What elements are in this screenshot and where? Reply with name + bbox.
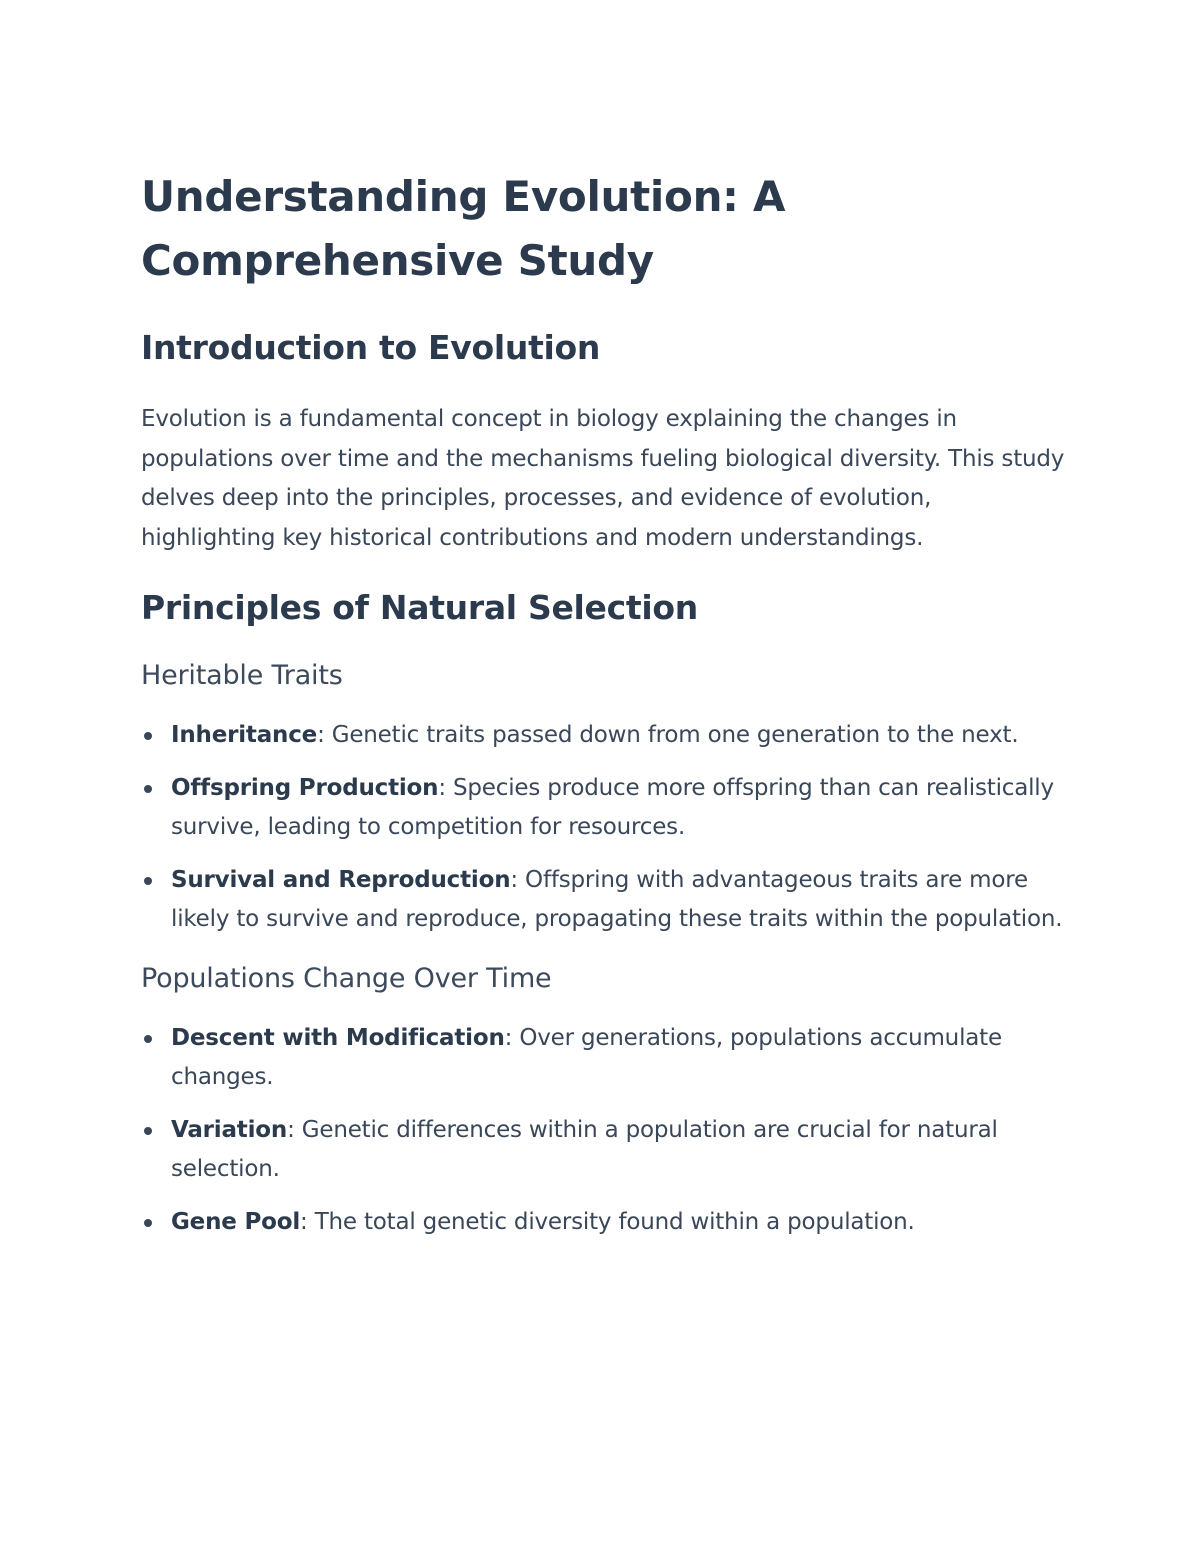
list-item-text: The total genetic diversity found within a population. [307, 1208, 915, 1235]
subsection-heading-heritable-traits: Heritable Traits [141, 660, 343, 691]
list-item-term: Offspring Production [171, 774, 439, 801]
page-title: Understanding Evolution: A Comprehensive Study [141, 172, 786, 285]
list-item-term: Variation [171, 1116, 288, 1143]
list-item [141, 769, 1071, 848]
list-item [141, 861, 1071, 940]
list-item-text: Species produce more offspring than can realistically survive, leading to competition for resources. [171, 774, 1054, 840]
list-item [141, 716, 1071, 756]
list-item [141, 1203, 1071, 1243]
list-item [141, 1019, 1071, 1098]
list-item-separator: : [317, 722, 325, 748]
section-heading-natural-selection: Principles of Natural Selection [141, 588, 698, 627]
introduction-paragraph: Evolution is a fundamental concept in biology explaining the changes in populations over time and the mechanisms fueling biological diversity. This study delves deep into the principles, processes, and evidence of evolution, highlighting key historical contributions and modern understandings. [141, 406, 1065, 551]
list-item-separator: : [438, 774, 446, 801]
list-item-term: Descent with Modification [171, 1024, 505, 1051]
list-item-term: Survival and Reproduction [171, 866, 511, 893]
section-heading-introduction: Introduction to Evolution [141, 328, 601, 367]
list-item-term: Gene Pool [171, 1208, 301, 1235]
list-item-text: Genetic traits passed down from one generation to the next. [324, 722, 1019, 748]
heritable-traits-list [141, 716, 1071, 940]
bullet-icon [144, 785, 152, 793]
bullet-icon [144, 1127, 152, 1135]
list-item-separator: : [287, 1116, 295, 1143]
list-item-separator: : [300, 1208, 308, 1235]
list-item [141, 1111, 1071, 1190]
list-item-text: Genetic differences within a population are crucial for natural selection. [171, 1116, 998, 1182]
populations-change-list [141, 1019, 1071, 1243]
bullet-icon [144, 877, 152, 885]
list-item-text: Offspring with advantageous traits are more likely to survive and reproduce, propagating these traits within the population. [171, 866, 1063, 932]
bullet-icon [144, 1219, 152, 1227]
list-item-separator: : [510, 866, 518, 893]
bullet-icon [144, 1035, 152, 1043]
bullet-icon [144, 732, 152, 740]
list-item-separator: : [504, 1024, 513, 1051]
list-item-term: Inheritance [171, 722, 318, 748]
subsection-heading-populations-change: Populations Change Over Time [141, 962, 552, 994]
list-item-text: Over generations, populations accumulate changes. [171, 1024, 1002, 1090]
document-page [141, 165, 1071, 1242]
